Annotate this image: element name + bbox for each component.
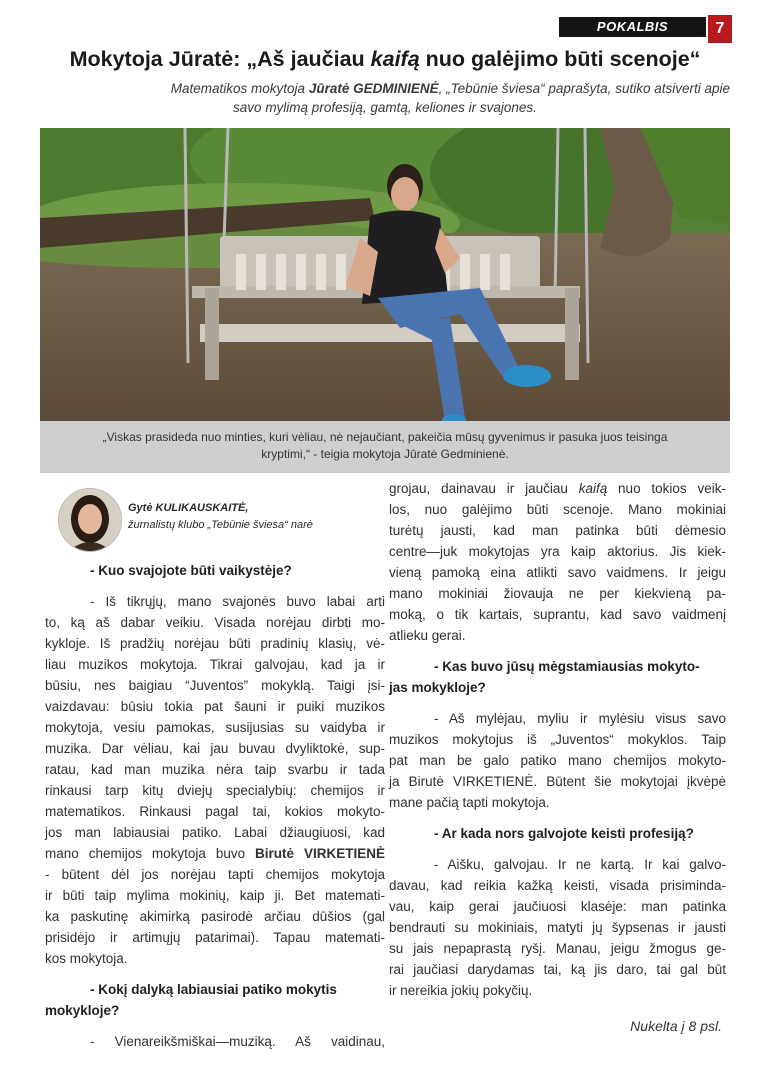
answer-line: - Aš mylėjau, myliu ir mylėsiu visus savo: [434, 711, 726, 726]
answer-line: ja Birutė VIRKETIENĖ. Būtent šie mokytojai įkvėpė: [389, 774, 726, 789]
answer-line: ka paskutinę akimirką pasirodė arčiau dūšios (gal: [45, 909, 385, 924]
question-1: - Kuo svajojote būti vaikystėje?: [90, 563, 292, 578]
answer-line: moką, o tik kartais, suprantu, kad savo vaidmenį: [389, 607, 726, 622]
answer-line: - Iš tikrųjų, mano svajonės buvo labai arti: [90, 594, 385, 609]
park-bench-illustration: [40, 128, 730, 421]
answer-line: būsiu, nes baigiau “Juventos” mokyklą. Taigi įsi-: [45, 678, 385, 693]
question-3-line: - Kas buvo jūsų mėgstamiausias mokyto-: [434, 659, 700, 674]
question-4: - Ar kada nors galvojote keisti profesiją?: [434, 826, 694, 841]
photo-caption: [40, 421, 730, 473]
title-text-end: nuo galėjimo būti scenoje“: [419, 47, 701, 71]
answer-line: pat man be galo patiko mano chemijos mokyto-: [389, 753, 726, 768]
answer-line: kykloje. Iš pradžių norėjau būti pradinių klasių, vė-: [45, 636, 385, 651]
author-byline: [58, 488, 388, 552]
article-title: [40, 46, 730, 72]
answer-line: vau, kaip gerai jaučiuosi klasėje: man patinka: [389, 899, 726, 914]
article-lead: [40, 79, 730, 117]
caption-line: „Viskas prasideda nuo minties, kuri vėliau, nė nejaučiant, pakeičia mūsų gyvenimus ir pasuka juos teisinga: [102, 430, 668, 444]
section-label: POKALBIS: [559, 17, 706, 37]
answer-line: ratau, kad man muzika nėra taip svarbu ir tada: [45, 762, 385, 777]
author-name: Gytė KULIKAUSKAITĖ,: [128, 502, 249, 514]
answer-emphasis: kaifą: [578, 481, 608, 496]
author-portrait: [59, 489, 121, 551]
answer-line: muzika. Dar vėliau, kai jau buvau dvyliktokė, sup-: [45, 741, 385, 756]
answer-line: ir būti taip mylima mokinių, kaip ji. Bet matemati-: [45, 888, 385, 903]
question-2: [45, 979, 385, 1021]
answer-line: [389, 478, 726, 499]
lead-text-line2: savo mylimą profesiją, gamtą, keliones ir svajones.: [233, 100, 537, 115]
right-column: [389, 478, 726, 1001]
answer-text: mano chemijos mokytoja buvo: [45, 846, 256, 861]
answer-line: mokytoja, vesiu pamokas, susijusias su vaidyba ir: [45, 720, 385, 735]
question-2-line: - Kokį dalyką labiausiai patiko mokytis: [90, 982, 337, 997]
answer-line: rai jaučiasi darydamas tai, ką jis daro, tai gal būt: [389, 962, 726, 977]
question-3-line: jas mokykloje?: [389, 680, 486, 695]
answer-line: jos man labiausiai patiko. Labai džiaugiuosi, kad: [45, 825, 385, 840]
lead-teacher-name: Jūratė GEDMINIENĖ: [308, 81, 439, 96]
lead-text: Matematikos mokytoja: [170, 81, 309, 96]
answer-line: davau, kad reikia kažką keisti, visada prisiminda-: [389, 878, 726, 893]
answer-line: prisidėjo ir artimųjų patarimai). Tapau matemati-: [45, 930, 385, 945]
answer-line: vaizdavau: būsiu tokia pat šauni ir puiki muzikos: [45, 699, 385, 714]
answer-line-chemistry-teacher: [45, 843, 385, 864]
caption-line: kryptimi,“ - teigia mokytoja Jūratė Gedminienė.: [261, 447, 509, 461]
lead-text-cont: , „Tebūnie šviesa“ paprašyta, sutiko atsiverti apie: [438, 81, 730, 96]
chemistry-teacher-name: Birutė VIRKETIENĖ: [255, 846, 385, 861]
answer-line: su jais nepaprastą ryšį. Manau, jeigu žmogus ge-: [389, 941, 726, 956]
answer-line: to, ką aš dabar veikiu. Visada norėjau dirbti mo-: [45, 615, 385, 630]
answer-line: turėtų jausti, kad man patinka būti dėmesio: [389, 523, 726, 538]
teacher-photo: [40, 128, 730, 421]
answer-line: matematikos. Rinkausi pagal tai, kokios mokyto-: [45, 804, 385, 819]
author-role: žurnalistų klubo „Tebūnie šviesa“ narė: [128, 519, 313, 531]
continued-on-page[interactable]: Nukelta į 8 psl.: [630, 1018, 722, 1034]
author-avatar: [58, 488, 122, 552]
answer-line: ir nereikia jokių pokyčių.: [389, 983, 533, 998]
answer-line: muzikos mokytojus iš „Juventos“ mokyklos. Taip: [389, 732, 726, 747]
answer-line: centre—juk mokytojas yra kaip aktorius. Jis kiek-: [389, 544, 726, 559]
title-emphasis: kaifą: [370, 47, 420, 71]
answer-line: - būtent dėl jos norėjau tapti chemijos mokytoja: [45, 867, 385, 882]
answer-line: atlieku gerai.: [389, 628, 466, 643]
answer-line: los, nuo galėjimo būti scenoje. Mano mokiniai: [389, 502, 726, 517]
title-text: Mokytoja Jūratė: „Aš jaučiau: [69, 47, 371, 71]
answer-text: nuo tokios veik-: [607, 481, 727, 496]
question-3: [389, 656, 726, 698]
left-column: [45, 560, 385, 1052]
answer-line: liau muzikos mokytoja. Tikrai galvojau, kad ja ir: [45, 657, 385, 672]
question-2-line: mokykloje?: [45, 1003, 120, 1018]
answer-text: grojau, dainavau ir jaučiau: [389, 481, 579, 496]
answer-line: mane pačią tapti mokytoja.: [389, 795, 550, 810]
answer-line: - Vienareikšmiškai—muziką. Aš vaidinau,: [90, 1034, 385, 1049]
answer-line: vieną pamoką eina atlikti savo vaidmens. Ir jeigu: [389, 565, 726, 580]
answer-line: kos mokytoja.: [45, 951, 128, 966]
answer-line: rinkausi tarp kitų dviejų specialybių: chemijos ir: [45, 783, 385, 798]
page-number: 7: [708, 15, 732, 43]
answer-line: mano mokiniai žiovauja ne per kiekvieną pa-: [389, 586, 726, 601]
answer-line: - Aišku, galvojau. Ir ne kartą. Ir kai galvo-: [434, 857, 726, 872]
answer-line: bendrauti su mokiniais, matyti jų šypsenas ir jausti: [389, 920, 726, 935]
